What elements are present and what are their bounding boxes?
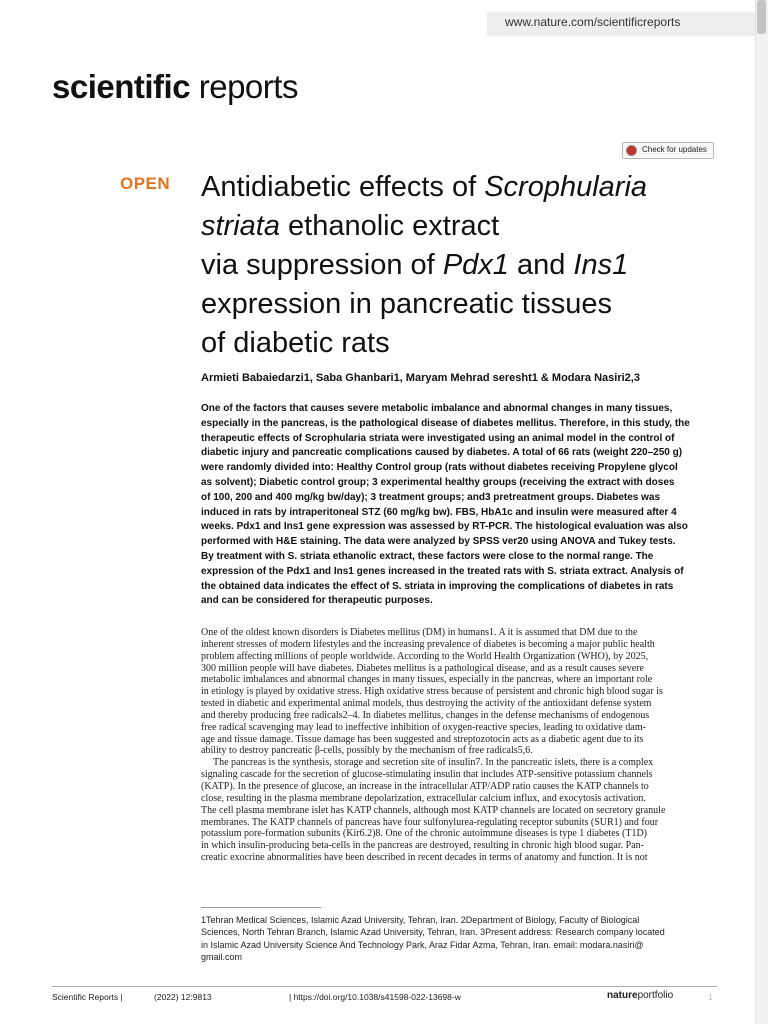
open-access-label: OPEN [120, 174, 171, 193]
publisher-logo [607, 990, 673, 1001]
footer-citation: (2022) 12:9813 [154, 992, 212, 1002]
abstract-line: induced in rats by intraperitoneal STZ (60 mg/kg bw). FBS, HbA1c and insulin were measured after 4 [201, 506, 677, 518]
scrollbar-thumb[interactable] [757, 0, 766, 34]
body-line: One of the oldest known disorders is Diabetes mellitus (DM) in humans1. A it is assumed that DM due to the [201, 627, 638, 638]
footer-journal: Scientific Reports | [52, 992, 123, 1002]
journal-url[interactable]: www.nature.com/scientificreports [505, 15, 681, 29]
title-segment: striata [201, 210, 280, 242]
title-line [201, 246, 731, 285]
check-for-updates-label[interactable]: Check for updates [642, 145, 707, 154]
journal-logo-rest: reports [198, 68, 298, 105]
introduction-text [201, 627, 746, 864]
crossmark-icon [626, 145, 637, 156]
abstract-line: By treatment with S. striata ethanolic extract, these factors were close to the normal range. The [201, 550, 654, 562]
footer-rule [52, 986, 717, 987]
affiliation-line: in Islamic Azad University Science And Technology Park, Araz Fidar Azma, Tehran, Iran. email: modara.nasiri@ [201, 939, 644, 950]
body-line: signaling cascade for the secretion of glucose-stimulating insulin that includes ATP-sensitive potassium channels [201, 769, 653, 781]
publisher-logo-bold: nature [607, 990, 638, 1001]
title-segment: and [508, 249, 574, 281]
body-line: and thereby producing free radicals2–4. In diabetes mellitus, changes in the defense mechanisms of endogenous [201, 709, 650, 721]
abstract-line: therapeutic effects of Scrophularia striata were investigated using an animal model in the control of [201, 432, 675, 444]
body-line: (KATP). In the presence of glucose, an increase in the intracellular ATP/ADP ratio causes the KATP channels to [201, 780, 649, 792]
title-line [201, 168, 731, 207]
article-title [201, 168, 731, 363]
body-line: The cell plasma membrane islet has KATP channels, although most KATP channels are located on secretory granule [201, 804, 666, 816]
title-segment: of diabetic rats [201, 327, 390, 359]
title-segment: Ins1 [573, 249, 629, 281]
body-line: potassium pore-formation subunits (Kir6.2)8. One of the chronic autoimmune diseases is type 1 diabetes (T1D) [201, 828, 648, 840]
footnote-rule [201, 907, 321, 908]
abstract-line: expression of the Pdx1 and Ins1 genes increased in the treated rats with S. striata extract. Analysis of [201, 565, 684, 577]
title-segment: Scrophularia [484, 171, 648, 203]
abstract-line: weeks. Pdx1 and Ins1 gene expression was assessed by RT-PCR. The histological evaluation was also [201, 521, 688, 533]
title-line [201, 324, 731, 363]
body-line: 300 million people will have diabetes. Diabetes mellitus is a pathological disease, and as a result causes severe [201, 662, 644, 674]
title-line [201, 285, 731, 324]
title-segment: via suppression of [201, 249, 443, 281]
title-segment: expression in pancreatic tissues [201, 288, 613, 320]
body-line: membranes. The KATP channels of pancreas have four sulfonylurea-regulating receptor subunits (SUR1) and four [201, 816, 659, 828]
footer-doi[interactable]: | https://doi.org/10.1038/s41598-022-13698-w [289, 992, 461, 1002]
body-line: tested in diabetic and experimental animal models, thus destroying the activity of the antioxidant defense system [201, 698, 652, 710]
title-segment: Pdx1 [442, 249, 509, 281]
body-line: creatic exocrine abnormalities have been described in recent decades in terms of anatomy and function. It is not [201, 852, 648, 864]
body-line: free radical scavenging may lead to ineffective inhibition of oxygen-reactive species, leading to oxidative dam- [201, 721, 646, 733]
body-line: The pancreas is the synthesis, storage and secretion site of insulin7. In the pancreatic islets, there is a complex [213, 757, 654, 769]
author-list: Armieti Babaiedarzi1, Saba Ghanbari1, Maryam Mehrad seresht1 & Modara Nasiri2,3 [201, 372, 640, 384]
title-line [201, 207, 731, 246]
abstract-line: the obtained data indicates the effect of S. striata in improving the complications of diabetes in rats [201, 580, 674, 592]
body-line: age and tissue damage. Tissue damage has been suggested and streptozotocin acts as a diabetic agent due to its [201, 733, 644, 745]
body-line: close, resulting in the plasma membrane depolarization, extracellular calcium influx, and exocytosis activation. [201, 792, 646, 804]
affiliation-line: gmail.com [201, 952, 243, 963]
abstract-line: of 100, 200 and 400 mg/kg bw/day); 3 treatment groups; and3 pretreatment groups. Diabetes was [201, 491, 661, 503]
abstract-line: were randomly divided into: Healthy Control group (rats without diabetes receiving Propylene glycol [201, 462, 678, 474]
affiliations [201, 914, 746, 964]
abstract [201, 402, 741, 609]
abstract-line: as solvent); Diabetic control group; 3 experimental healthy groups (receiving the extract with doses [201, 476, 675, 488]
affiliation-line: Sciences, North Tehran Branch, Islamic Azad University, Tehran, Iran. 3Present address: Research company located [201, 927, 665, 938]
abstract-line: and can be considered for therapeutic purposes. [201, 595, 433, 607]
body-line: in etiology is played by oxidative stress. High oxidative stress because of persistent and chronic high blood sugar is [201, 686, 663, 698]
title-segment: Antidiabetic effects of [201, 171, 485, 203]
body-line: inherent stresses of modern lifestyles and the increasing prevalence of diabetes is becoming a major public health [201, 638, 655, 650]
body-line: metabolic imbalances and abnormal changes in many tissues, especially in the pancreas, where an important role [201, 674, 653, 686]
abstract-line: diabetic injury and pancreatic complications caused by diabetes. A total of 66 rats (weight 220–250 g) [201, 447, 683, 459]
abstract-line: especially in the pancreas, is the pathological disease of diabetes mellitus. Therefore, in this study, the [201, 417, 690, 429]
publisher-logo-rest: portfolio [637, 990, 674, 1001]
journal-logo [52, 68, 298, 106]
journal-logo-bold: scientific [52, 68, 191, 105]
abstract-line: One of the factors that causes severe metabolic imbalance and abnormal changes in many tissues, [201, 403, 673, 414]
page-number: 1 [708, 992, 713, 1002]
affiliation-line: 1Tehran Medical Sciences, Islamic Azad University, Tehran, Iran. 2Department of Biology, Faculty of Biological [201, 915, 640, 925]
body-line: ability to destroy pancreatic β-cells, possibly by the mechanism of free radicals5,6. [201, 745, 533, 757]
abstract-line: performed with H&E staining. The data were analyzed by SPSS ver20 using ANOVA and Tukey tests. [201, 536, 676, 548]
body-line: problem affecting millions of people worldwide. According to the World Health Organization (WHO), by 2025, [201, 650, 649, 662]
scrollbar[interactable] [755, 0, 768, 1024]
title-segment: ethanolic extract [279, 210, 500, 242]
body-line: in which insulin-producing beta-cells in the pancreas are destroyed, resulting in chronic high blood sugar. Pan- [201, 840, 644, 852]
